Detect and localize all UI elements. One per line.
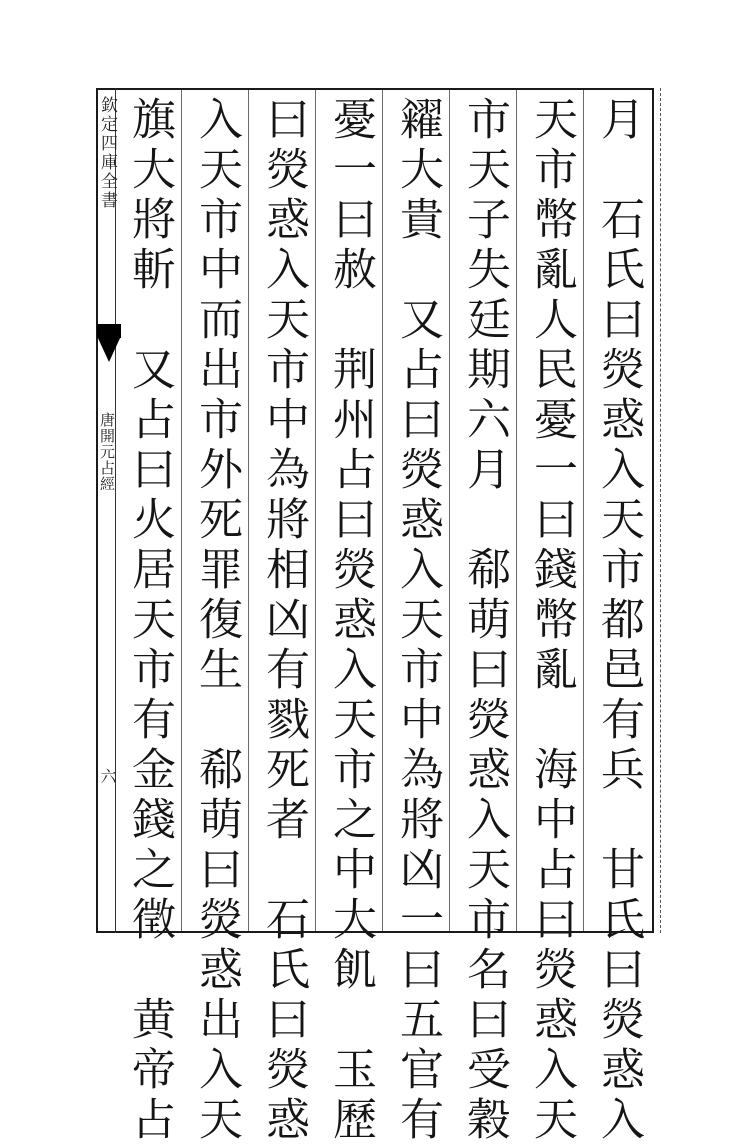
text-column: 月 石氏曰熒惑入天市都邑有兵 甘氏曰熒惑入 bbox=[593, 96, 644, 1146]
column-rule bbox=[315, 90, 316, 931]
text-column: 憂一曰赦 荆州占曰熒惑入天市之中大飢 玉歷 bbox=[325, 96, 376, 1146]
column-rule bbox=[382, 90, 383, 931]
text-column: 糴大貴 又占曰熒惑入天市中為將凶一曰五官有 bbox=[392, 96, 443, 1146]
text-column: 旗大將斬 又占曰火居天市有金錢之徵 黄帝占 bbox=[124, 96, 175, 1146]
text-column: 市天子失廷期六月 郗萌曰熒惑入天市名曰受穀 bbox=[459, 96, 510, 1146]
page-edge bbox=[654, 88, 661, 933]
column-rule bbox=[181, 90, 182, 931]
page-number: 六 bbox=[98, 768, 117, 784]
column-rule bbox=[516, 90, 517, 931]
text-column: 入天市中而出市外死罪復生 郗萌曰熒惑出入天 bbox=[191, 96, 242, 1146]
column-rule bbox=[248, 90, 249, 931]
column-rule bbox=[449, 90, 450, 931]
column-rule bbox=[583, 90, 584, 931]
margin-book-name: 唐開元占經 bbox=[98, 412, 116, 492]
text-column: 曰熒惑入天市中為將相凶有戮死者 石氏曰熒惑 bbox=[258, 96, 309, 1146]
text-column: 天市幣亂人民憂一曰錢幣亂 海中占曰熒惑入天 bbox=[526, 96, 577, 1146]
margin-book-title: 欽定四庫全書 bbox=[97, 96, 117, 210]
